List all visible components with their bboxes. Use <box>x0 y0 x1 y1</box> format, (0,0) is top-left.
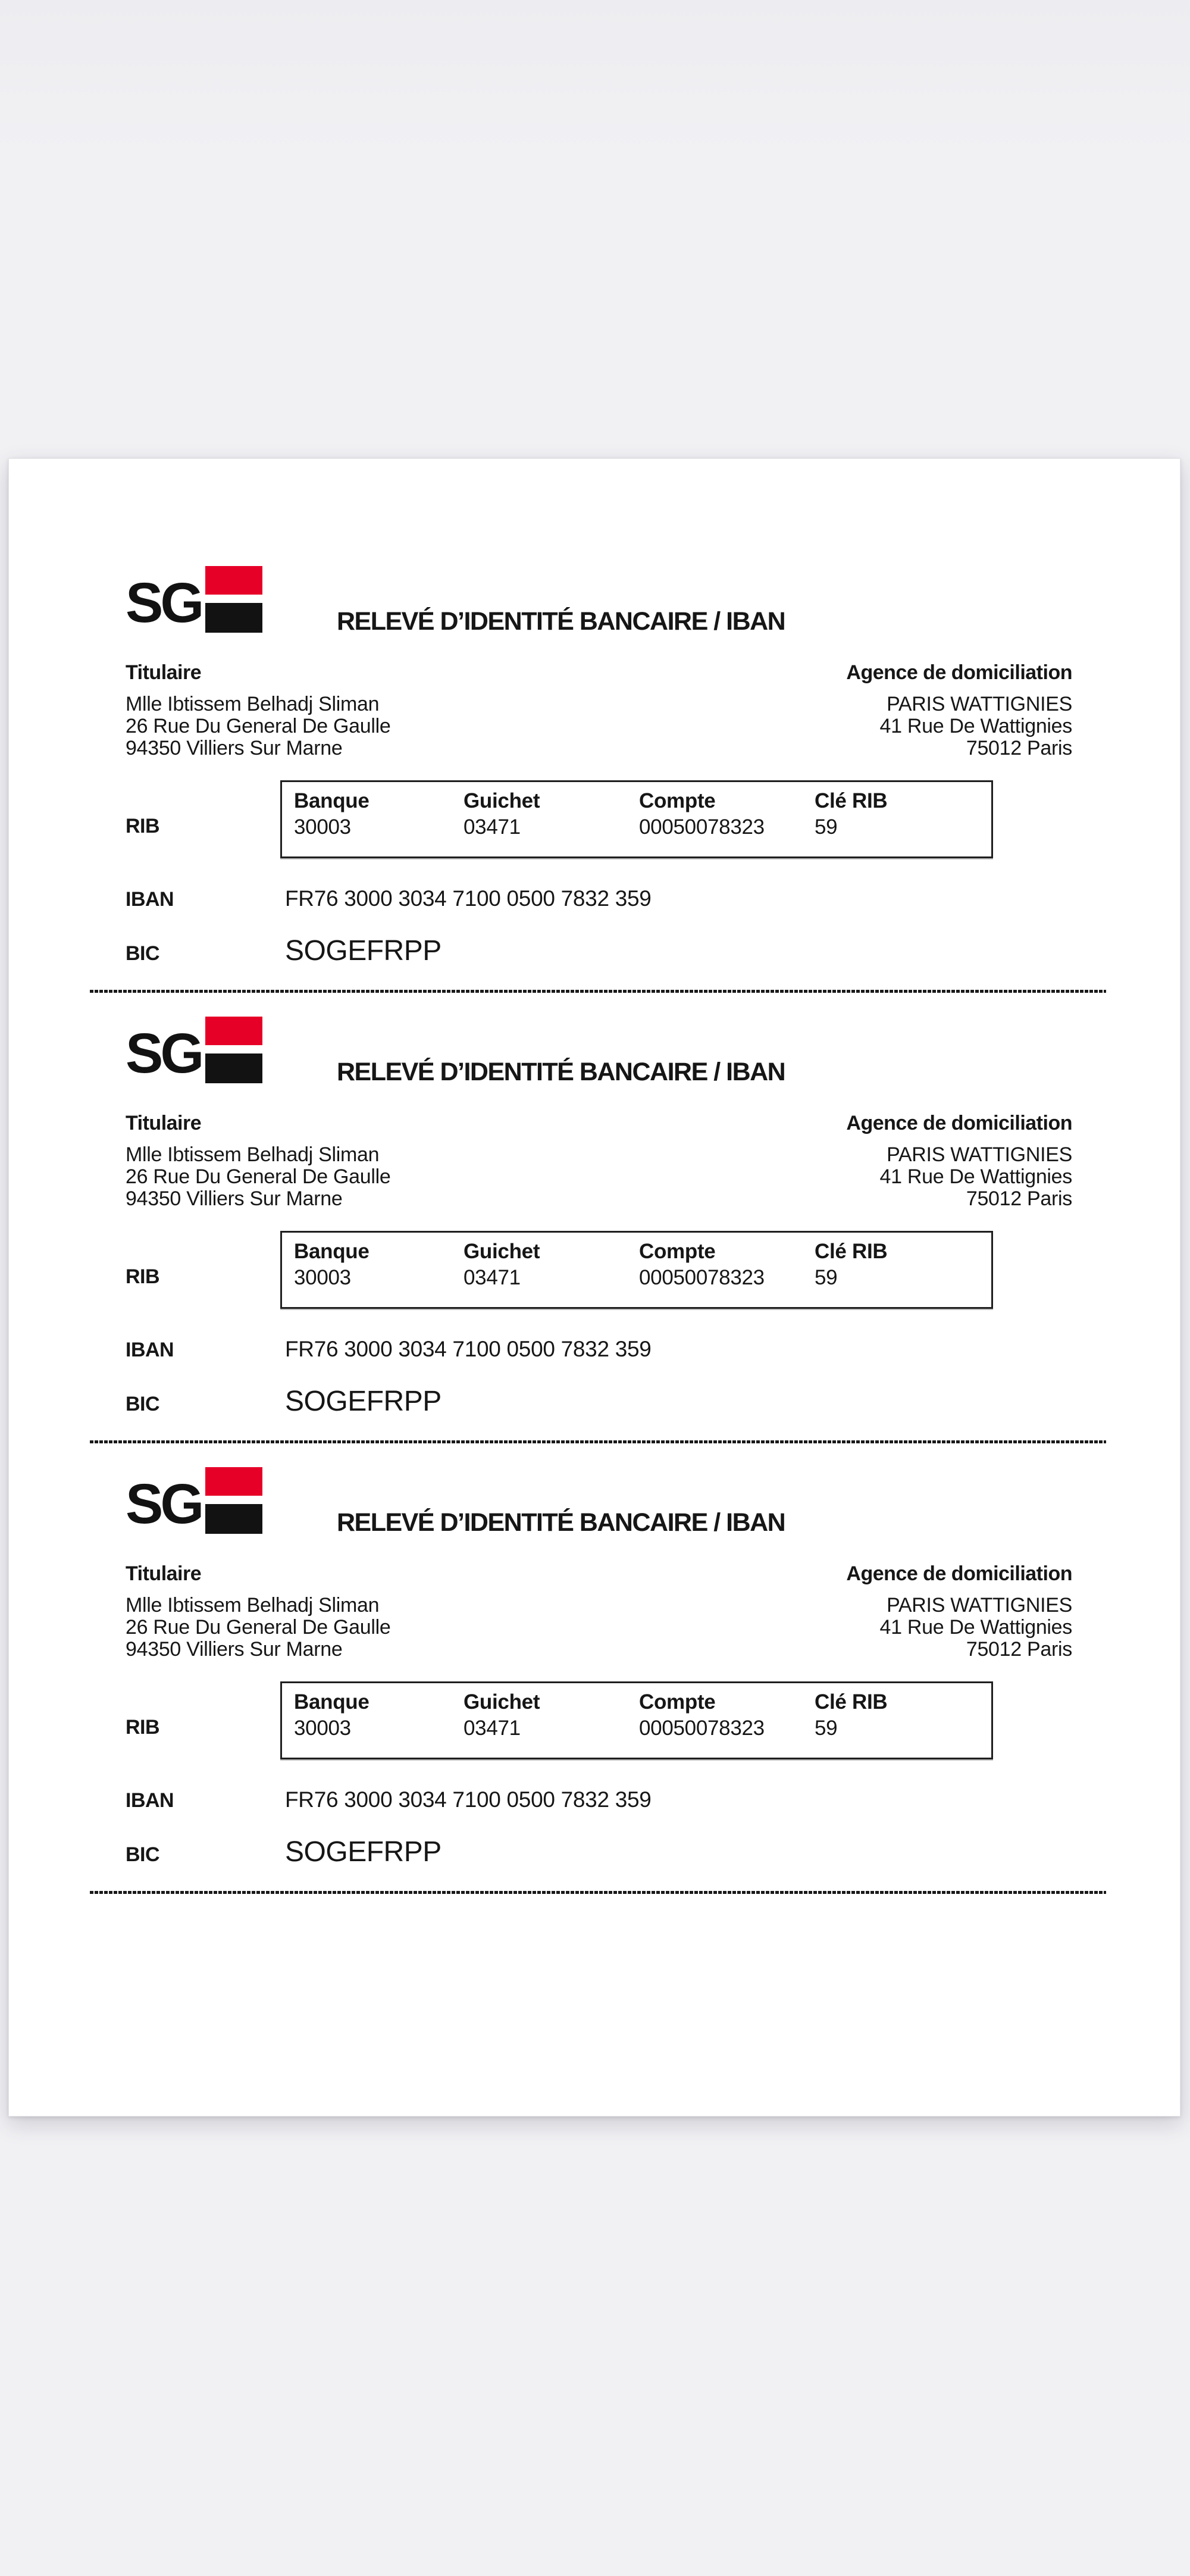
rib-header-banque: Banque <box>294 1240 369 1263</box>
titulaire-block <box>126 1112 391 1210</box>
sg-logo <box>126 1467 262 1534</box>
iban-row <box>126 1337 1072 1362</box>
agence-line: PARIS WATTIGNIES <box>887 693 1072 715</box>
rib-header-compte: Compte <box>639 1690 716 1714</box>
titulaire-line: 94350 Villiers Sur Marne <box>126 1638 343 1661</box>
rib-value-guichet: 03471 <box>464 815 521 839</box>
rib-table-header-row <box>282 1690 991 1714</box>
agence-address <box>846 1595 1072 1661</box>
sg-logo-text: SG <box>126 1022 202 1085</box>
sg-logo-icon <box>205 1467 262 1534</box>
rib-value-banque: 30003 <box>294 1717 351 1740</box>
titulaire-line: Mlle Ibtissem Belhadj Sliman <box>126 1594 380 1617</box>
bic-label: BIC <box>126 942 160 965</box>
titulaire-address <box>126 1595 391 1661</box>
rib-table <box>280 780 993 858</box>
rib-value-compte: 00050078323 <box>639 1266 765 1289</box>
agence-label: Agence de domiciliation <box>846 661 1072 684</box>
titulaire-line: Mlle Ibtissem Belhadj Sliman <box>126 1143 380 1166</box>
agence-label: Agence de domiciliation <box>846 1562 1072 1585</box>
rib-header-guichet: Guichet <box>464 1690 540 1714</box>
parties-row <box>126 661 1072 759</box>
dotted-cut-line <box>90 990 1106 993</box>
agence-line: PARIS WATTIGNIES <box>887 1143 1072 1166</box>
titulaire-address <box>126 1144 391 1210</box>
rib-value-cle: 59 <box>815 815 838 839</box>
iban-row <box>126 1787 1072 1812</box>
rib-value-compte: 00050078323 <box>639 1717 765 1740</box>
bic-value: SOGEFRPP <box>285 1386 441 1417</box>
sg-logo-gap <box>205 1045 262 1053</box>
rib-section-2 <box>9 1017 1180 1467</box>
titulaire-line: 94350 Villiers Sur Marne <box>126 1187 343 1210</box>
rib-section-3 <box>9 1467 1180 1918</box>
rib-table <box>280 1231 993 1309</box>
titulaire-block <box>126 661 391 759</box>
titulaire-label: Titulaire <box>126 1562 202 1585</box>
document-title: RELEVÉ D’IDENTITÉ BANCAIRE / IBAN <box>337 1058 785 1086</box>
rib-header-guichet: Guichet <box>464 789 540 812</box>
sg-logo-gap <box>205 595 262 603</box>
sg-logo-text: SG <box>126 1473 202 1536</box>
agence-line: PARIS WATTIGNIES <box>887 1594 1072 1617</box>
agence-block <box>846 1562 1072 1661</box>
bic-value: SOGEFRPP <box>285 935 441 967</box>
bic-row <box>126 936 1072 967</box>
rib-table <box>280 1681 993 1759</box>
parties-row <box>126 1112 1072 1210</box>
agence-block <box>846 1112 1072 1210</box>
agence-line: 41 Rue De Wattignies <box>879 1165 1072 1188</box>
titulaire-line: 26 Rue Du General De Gaulle <box>126 715 391 737</box>
rib-value-banque: 30003 <box>294 1266 351 1289</box>
rib-header-banque: Banque <box>294 789 369 812</box>
dotted-cut-line <box>90 1891 1106 1894</box>
dotted-cut-line <box>90 1440 1106 1443</box>
rib-header-banque: Banque <box>294 1690 369 1714</box>
sg-logo-gap <box>205 1496 262 1504</box>
titulaire-line: 26 Rue Du General De Gaulle <box>126 1165 391 1188</box>
titulaire-block <box>126 1562 391 1661</box>
titulaire-line: Mlle Ibtissem Belhadj Sliman <box>126 693 380 715</box>
rib-table-header-row <box>282 1240 991 1264</box>
agence-line: 75012 Paris <box>966 1638 1072 1661</box>
rib-label: RIB <box>126 815 160 837</box>
agence-address <box>846 693 1072 759</box>
sg-logo-black-square <box>205 1053 262 1083</box>
document-title: RELEVÉ D’IDENTITÉ BANCAIRE / IBAN <box>337 1508 785 1537</box>
iban-value: FR76 3000 3034 7100 0500 7832 359 <box>285 1337 652 1361</box>
titulaire-address <box>126 693 391 759</box>
sg-logo-red-square <box>205 1017 262 1045</box>
sg-logo-text: SG <box>126 571 202 634</box>
sg-logo-icon <box>205 1017 262 1083</box>
agence-block <box>846 661 1072 759</box>
agence-line: 41 Rue De Wattignies <box>879 1616 1072 1639</box>
sg-logo-black-square <box>205 1504 262 1534</box>
iban-row <box>126 886 1072 911</box>
rib-section-1 <box>9 566 1180 1017</box>
rib-value-cle: 59 <box>815 1717 838 1740</box>
rib-header-guichet: Guichet <box>464 1240 540 1263</box>
titulaire-line: 94350 Villiers Sur Marne <box>126 737 343 759</box>
rib-value-compte: 00050078323 <box>639 815 765 839</box>
agence-line: 75012 Paris <box>966 1187 1072 1210</box>
agence-label: Agence de domiciliation <box>846 1112 1072 1134</box>
sg-logo <box>126 1017 262 1083</box>
rib-table-value-row <box>282 1717 991 1740</box>
rib-table-value-row <box>282 1266 991 1290</box>
rib-value-cle: 59 <box>815 1266 838 1289</box>
rib-value-banque: 30003 <box>294 815 351 839</box>
sg-logo-red-square <box>205 566 262 595</box>
document-title: RELEVÉ D’IDENTITÉ BANCAIRE / IBAN <box>337 607 785 636</box>
bic-value: SOGEFRPP <box>285 1836 441 1868</box>
titulaire-label: Titulaire <box>126 1112 202 1134</box>
iban-label: IBAN <box>126 1339 174 1361</box>
rib-label: RIB <box>126 1716 160 1739</box>
sg-logo-black-square <box>205 603 262 633</box>
titulaire-line: 26 Rue Du General De Gaulle <box>126 1616 391 1639</box>
agence-line: 75012 Paris <box>966 737 1072 759</box>
bic-label: BIC <box>126 1393 160 1415</box>
rib-value-guichet: 03471 <box>464 1266 521 1289</box>
bic-label: BIC <box>126 1843 160 1866</box>
sg-logo-icon <box>205 566 262 633</box>
agence-line: 41 Rue De Wattignies <box>879 715 1072 737</box>
rib-table-header-row <box>282 789 991 813</box>
parties-row <box>126 1562 1072 1661</box>
rib-header-cle: Clé RIB <box>815 789 888 812</box>
iban-label: IBAN <box>126 1789 174 1812</box>
document-page <box>8 458 1180 2117</box>
sg-logo-red-square <box>205 1467 262 1496</box>
titulaire-label: Titulaire <box>126 661 202 684</box>
iban-value: FR76 3000 3034 7100 0500 7832 359 <box>285 1787 652 1812</box>
rib-header-compte: Compte <box>639 1240 716 1263</box>
bic-row <box>126 1837 1072 1868</box>
sg-logo <box>126 566 262 633</box>
rib-header-compte: Compte <box>639 789 716 812</box>
rib-header-cle: Clé RIB <box>815 1690 888 1714</box>
rib-label: RIB <box>126 1265 160 1288</box>
rib-value-guichet: 03471 <box>464 1717 521 1740</box>
rib-table-value-row <box>282 815 991 839</box>
agence-address <box>846 1144 1072 1210</box>
iban-value: FR76 3000 3034 7100 0500 7832 359 <box>285 886 652 911</box>
iban-label: IBAN <box>126 888 174 911</box>
bic-row <box>126 1386 1072 1417</box>
rib-header-cle: Clé RIB <box>815 1240 888 1263</box>
